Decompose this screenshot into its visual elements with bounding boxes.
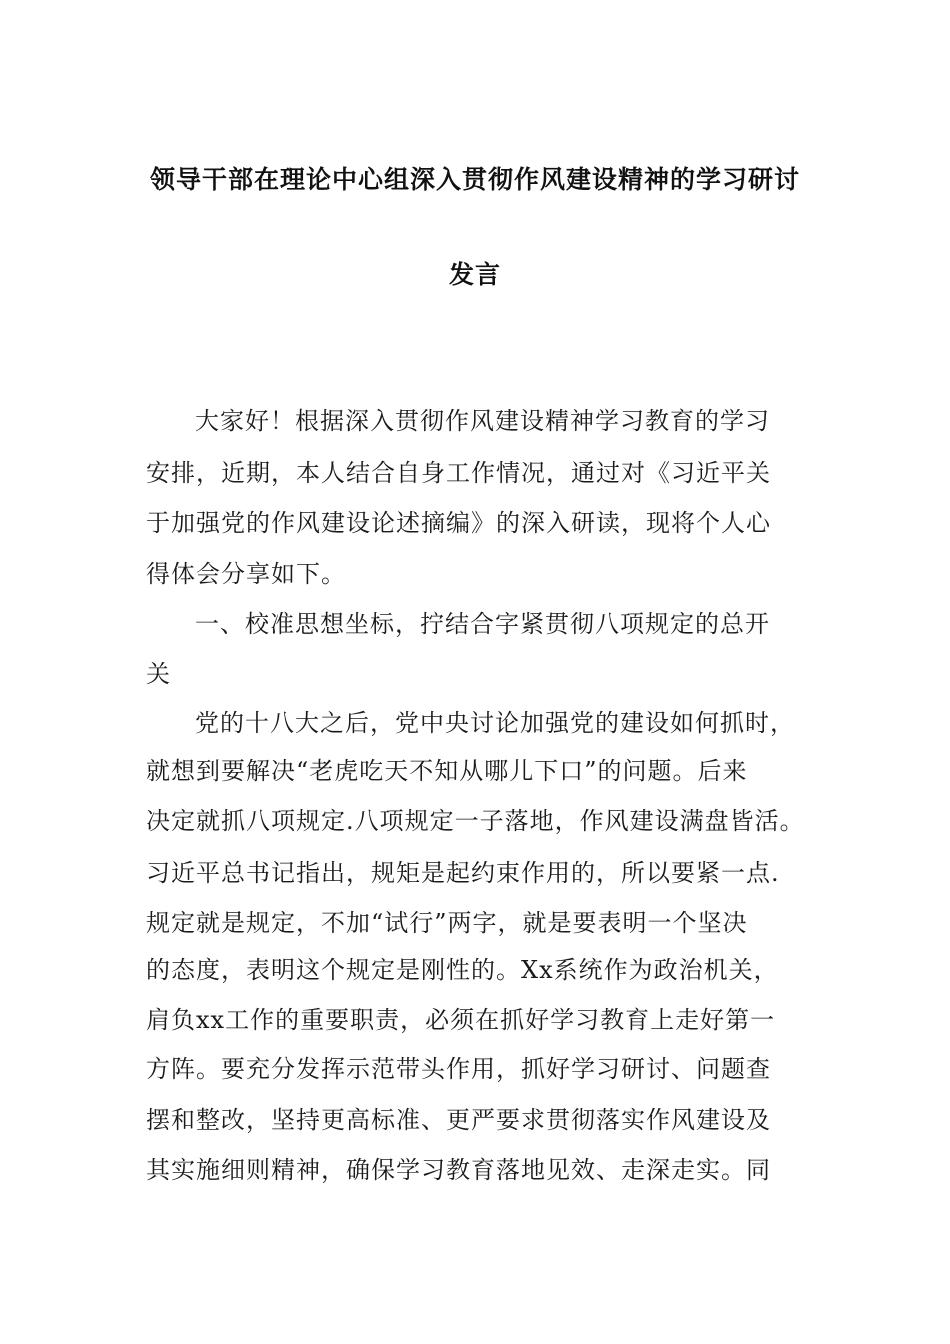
body-line: 习近平总书记指出，规矩是起约束作用的，所以要紧一点. <box>146 859 780 887</box>
body-line: 的态度，表明这个规定是刚性的。Xx系统作为政治机关， <box>146 956 779 984</box>
section-heading-line: 一、校准思想坐标，拧结合字紧贯彻八项规定的总开 <box>195 610 770 638</box>
body-line: 决定就抓八项规定.八项规定一子落地，作风建设满盘皆活。 <box>146 807 805 835</box>
body-line: 大家好！根据深入贯彻作风建设精神学习教育的学习 <box>195 407 770 435</box>
body-line: 其实施细则精神，确保学习教育落地见效、走深走实。同 <box>146 1156 771 1184</box>
body-line: 安排，近期，本人结合自身工作情况，通过对《习近平关 <box>146 459 771 487</box>
document-title-line-1: 领导干部在理论中心组深入贯彻作风建设精神的学习研讨 <box>149 165 800 194</box>
body-line: 规定就是规定，不加“试行”两字，就是要表明一个坚决 <box>146 909 748 937</box>
body-line: 党的十八大之后，党中央讨论加强党的建设如何抓时， <box>195 709 795 737</box>
body-line: 得体会分享如下。 <box>146 560 346 588</box>
body-line: 摆和整改，坚持更高标准、更严要求贯彻落实作风建设及 <box>146 1106 771 1134</box>
document-title-line-2: 发言 <box>448 260 501 289</box>
section-heading-line: 关 <box>146 660 171 688</box>
body-line: 就想到要解决“老虎吃天不知从哪儿下口”的问题。后来 <box>146 757 748 785</box>
body-line: 于加强党的作风建设论述摘编》的深入研读，现将个人心 <box>146 509 771 537</box>
body-line: 肩负xx工作的重要职责，必须在抓好学习教育上走好第一 <box>146 1006 776 1034</box>
body-line: 方阵。要充分发挥示范带头作用，抓好学习研讨、问题查 <box>146 1055 771 1083</box>
